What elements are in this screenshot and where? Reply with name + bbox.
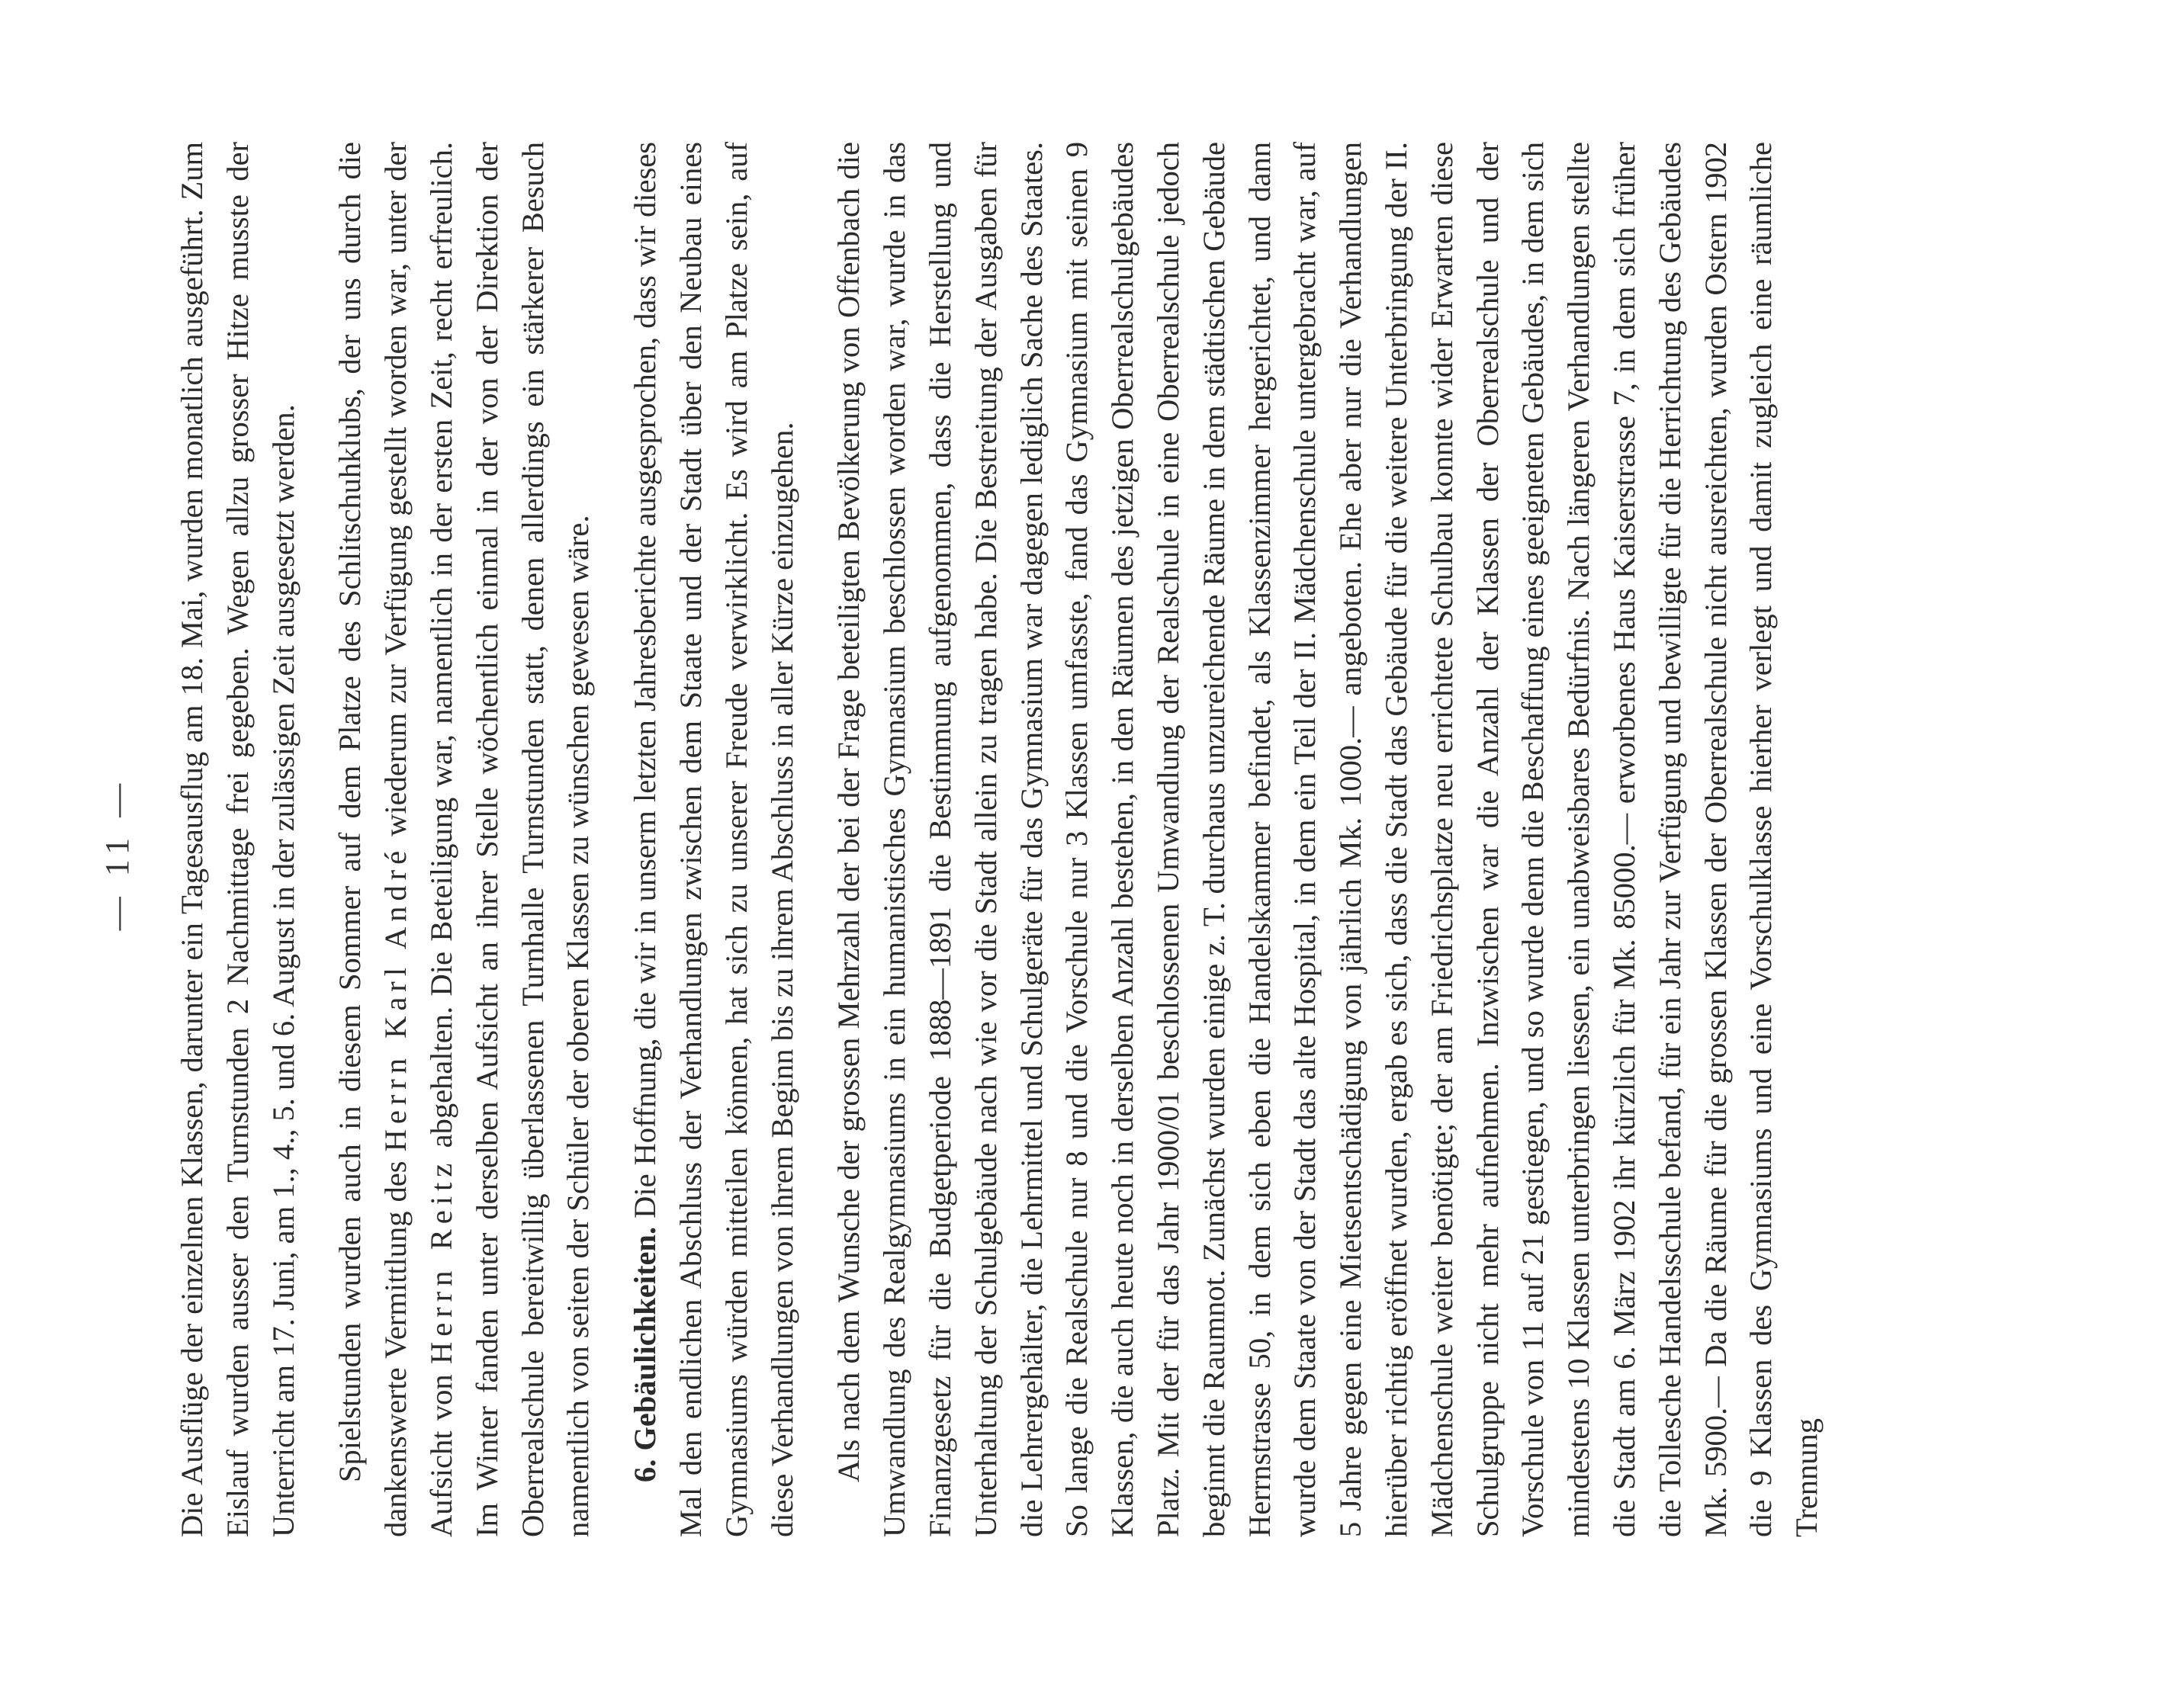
page-number: — 11 — — [98, 777, 136, 931]
paragraph-excursions: Die Ausflüge der einzelnen Klassen, darunter ein Tagesausflug am 18. Mai, wurden monatlich ausgeführt. Zum Eislauf wurden ausser den Turnstunden 2 Nachmittage frei gegeben. Wegen allzu grosser Hitze musste der Unterricht am 17. Juni, am 1., 4., 5. und 6. August in der zulässigen Zeit ausgesetzt werden. — [175, 142, 300, 1537]
paragraph-play-hours — [327, 142, 601, 1537]
paragraph-text: abgehalten. Die Beteiligung war, namentlich in der ersten Zeit, recht erfreulich. Im Winter fanden unter derselben Aufsicht an ihrer Stelle wöchentlich einmal in der von der Direktion der Oberrealschule bereitwillig überlassenen Turnhalle Turnstunden statt, denen allerdings ein stärkerer Besuch namentlich von seiten der Schüler der oberen Klassen zu wünschen gewesen wäre. — [423, 141, 596, 1537]
paragraph-text: Spielstunden wurden auch in diesem Sommer auf dem Platze des Schlitschuhklubs, der uns durch die dankenswerte Vermittlung des — [333, 142, 413, 1537]
body-text — [169, 142, 1830, 1537]
person-name: Herrn Reitz — [423, 1157, 458, 1365]
person-name: Herrn Karl André — [378, 845, 413, 1152]
paragraph-buildings — [622, 142, 805, 1537]
paragraph-text: Die Hoffnung, die wir in unserm letzten Jahresberichte ausgesprochen, dass wir dieses Mal den endlichen Abschluss der Verhandlungen zwischen dem Staate und der Stadt über den Neubau eines Gymnasiums würden mitteilen können, hat sich zu unserer Freude verwirklicht. Es wird am Platze sein, auf diese Verhandlungen von ihrem Beginn bis zu ihrem Abschluss in aller Kürze einzugehen. — [628, 142, 799, 1537]
paragraph-text: wiederum zur Verfügung gestellt worden war, unter der Aufsicht von — [378, 141, 458, 1537]
paragraph-history: Als nach dem Wunsche der grossen Mehrzahl der bei der Frage beteiligten Bevölkerung von Offenbach die Umwandlung des Realgymnasiums in ein humanistisches Gymnasium beschlossen worden war, wurde in das Finanzgesetz für die Budgetperiode 1888—1891 die Bestimmung aufgenommen, dass die Herstellung und Unterhaltung der Schulgebäude nach wie vor die Stadt allein zu tragen habe. Die Bestreitung der Ausgaben für die Lehrergehälter, die Lehrmittel und Schulgeräte für das Gymnasium war dagegen lediglich Sache des Staates. So lange die Realschule nur 8 und die Vorschule nur 3 Klassen umfasste, fand das Gymnasium mit seinen 9 Klassen, die auch heute noch in derselben Anzahl bestehen, in den Räumen des jetzigen Oberrealschulgebäudes Platz. Mit der für das Jahr 1900/01 beschlossenen Umwandlung der Realschule in eine Oberrealschule jedoch beginnt die Raumnot. Zunächst wurden einige z. T. durchaus unzureichende Räume in dem städtischen Gebäude Herrnstrasse 50, in dem sich eben die Handelskammer befindet, als Klassenzimmer hergerichtet, und dann wurde dem Staate von der Stadt das alte Hospital, in dem ein Teil der II. Mädchenschule untergebracht war, auf 5 Jahre gegen eine Mietsentschädigung von jährlich Mk. 1000.— angeboten. Ehe aber nur die Verhandlungen hierüber richtig eröffnet wurden, ergab es sich, dass die Stadt das Gebäude für die weitere Unterbringung der II. Mädchenschule weiter benötigte; der am Friedrichsplatze neu errichtete Schulbau konnte wider Erwarten diese Schulgruppe nicht mehr aufnehmen. Inzwischen war die Anzahl der Klassen der Oberrealschule und der Vorschule von 11 auf 21 gestiegen, und so wurde denn die Beschaffung eines geeigneten Gebäudes, in dem sich mindestens 10 Klassen unterbringen liessen, ein unabweisbares Bedürfnis. Nach längeren Verhandlungen stellte die Stadt am 6. März 1902 ihr kürzlich für Mk. 85000.— erworbenes Haus Kaiserstrasse 7, in dem sich früher die Tollesche Handelsschule befand, für ein Jahr zur Verfügung und bewilligte für die Herrichtung des Gebäudes Mk. 5900.— Da die Räume für die grossen Klassen der Oberrealschule nicht ausreichten, wurden Ostern 1902 die 9 Klassen des Gymnasiums und eine Vorschulklasse hierher verlegt und damit zugleich eine räumliche Trennung — [831, 142, 1824, 1537]
section-heading: 6. Gebäulichkeiten. — [628, 1226, 663, 1482]
